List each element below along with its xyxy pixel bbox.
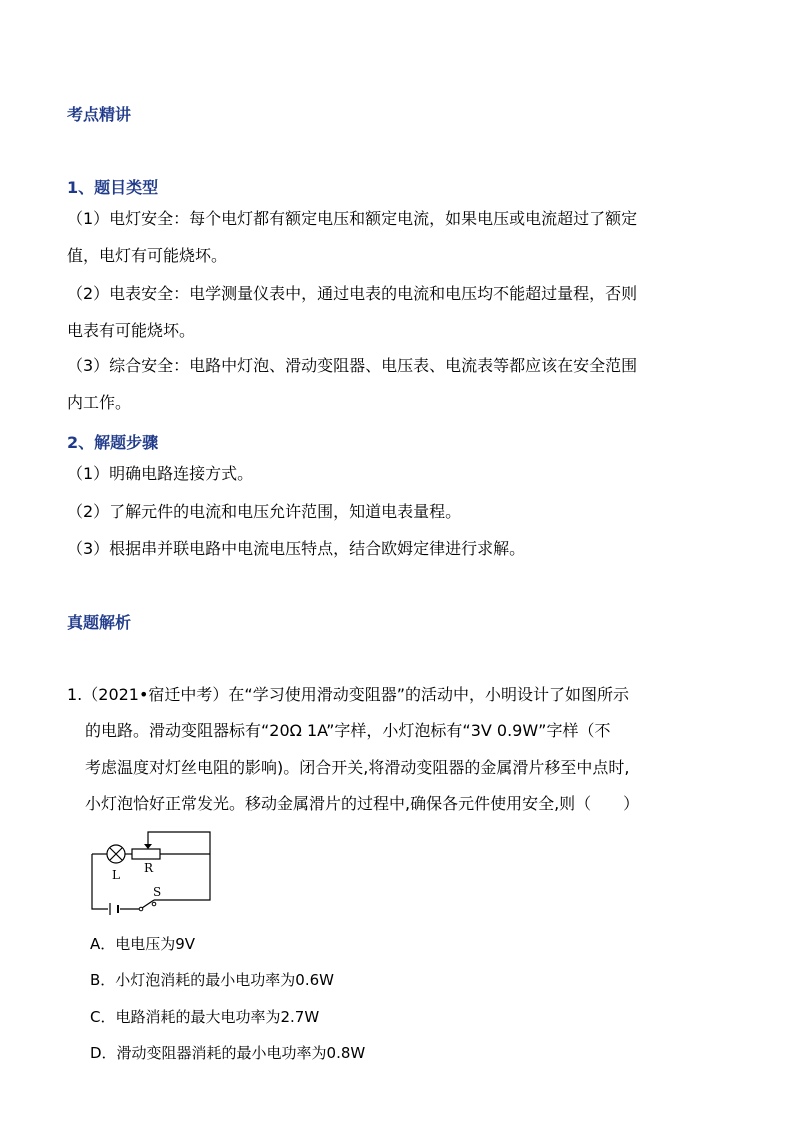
paragraph-line: 电表有可能烧坏。 xyxy=(67,321,196,340)
paragraph-line: 内工作。 xyxy=(67,393,132,412)
paragraph-line: （1）电灯安全：每个电灯都有额定电压和额定电流，如果电压或电流超过了额定 xyxy=(67,209,638,228)
circuit-diagram xyxy=(88,824,213,916)
subheading-solving-steps: 2、解题步骤 xyxy=(67,433,159,452)
rheostat-label: R xyxy=(144,861,154,875)
lamp-label: L xyxy=(112,868,120,882)
rheostat-icon xyxy=(132,840,160,859)
lamp-icon xyxy=(107,845,125,863)
question-line: 1.（2021•宿迁中考）在“学习使用滑动变阻器”的活动中，小明设计了如图所示 xyxy=(67,685,630,704)
question-line: 小灯泡恰好正常发光。移动金属滑片的过程中,确保各元件使用安全,则（ ） xyxy=(85,794,640,813)
step-line: （2）了解元件的电流和电压允许范围，知道电表量程。 xyxy=(67,502,462,521)
section-title-key-points: 考点精讲 xyxy=(67,105,132,124)
step-line: （3）根据串并联电路中电流电压特点，结合欧姆定律进行求解。 xyxy=(67,539,526,558)
step-line: （1）明确电路连接方式。 xyxy=(67,464,254,483)
question-line: 的电路。滑动变阻器标有“20Ω 1A”字样，小灯泡标有“3V 0.9W”字样（不 xyxy=(85,721,611,740)
option-b: B．小灯泡消耗的最小电功率为0.6W xyxy=(90,971,334,989)
option-d: D．滑动变阻器消耗的最小电功率为0.8W xyxy=(90,1044,366,1062)
paragraph-line: （2）电表安全：电学测量仪表中，通过电表的电流和电压均不能超过量程，否则 xyxy=(67,284,638,303)
paragraph-line: 值，电灯有可能烧坏。 xyxy=(67,246,228,265)
switch-label: S xyxy=(153,885,162,899)
battery-icon xyxy=(110,903,118,915)
question-line: 考虑温度对灯丝电阻的影响)。闭合开关,将滑动变阻器的金属滑片移至中点时, xyxy=(85,758,630,777)
switch-icon xyxy=(139,900,156,911)
paragraph-line: （3）综合安全：电路中灯泡、滑动变阻器、电压表、电流表等都应该在安全范围 xyxy=(67,356,638,375)
option-c: C．电路消耗的最大电功率为2.7W xyxy=(90,1008,320,1026)
subheading-question-types: 1、题目类型 xyxy=(67,178,159,197)
section-title-real-questions: 真题解析 xyxy=(67,613,132,632)
option-a: A．电电压为9V xyxy=(90,935,196,953)
